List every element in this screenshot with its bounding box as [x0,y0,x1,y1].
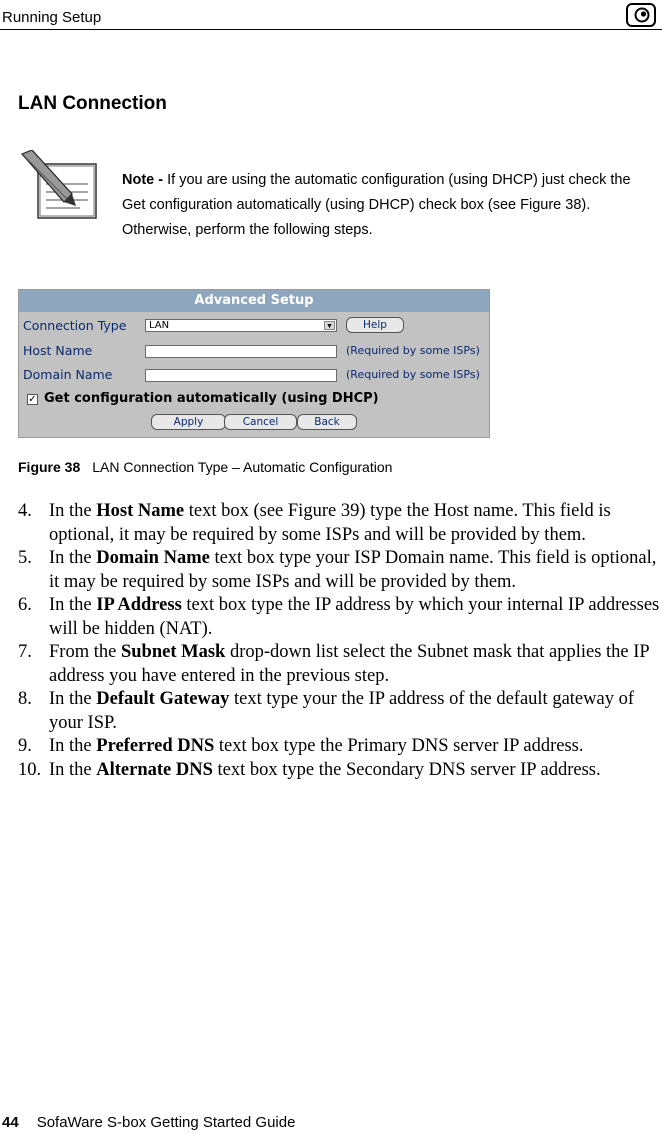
domain-name-input[interactable] [145,369,337,382]
step-number: 10. [18,759,42,780]
list-item [18,688,660,735]
note-label: Note - [122,172,164,188]
step-field-name: Default Gateway [96,689,230,709]
domain-name-required-note: (Required by some ISPs) [346,368,480,381]
advanced-setup-title: Advanced Setup [19,290,489,312]
steps-list [18,500,660,782]
page-number: 44 [2,1114,19,1131]
step-text: In the [49,501,97,521]
host-name-label: Host Name [23,343,93,358]
step-text: In the [49,595,97,615]
dhcp-checkbox[interactable]: ✓ [28,394,37,405]
step-text: In the [49,548,97,568]
step-text: text type your the IP address of the default gateway of your ISP. [49,689,634,733]
list-item [18,547,660,594]
step-field-name: Subnet Mask [120,642,226,662]
step-number: 4. [18,501,32,521]
note-text [122,168,652,243]
figure-caption-label: Figure 38 [18,459,81,475]
step-field-name: Host Name [96,501,185,521]
step-number: 8. [18,689,32,709]
step-number: 7. [18,642,32,662]
help-button[interactable]: Help [346,317,404,333]
step-field-name: Domain Name [96,548,210,568]
back-button[interactable]: Back [297,414,357,430]
step-text: text box (see Figure 39) type the Host name. This field is optional, it may be required by some ISPs and will be provided by them. [49,501,611,545]
host-name-input[interactable] [145,345,337,358]
connection-type-select[interactable] [145,319,337,332]
figure-caption-text: LAN Connection Type – Automatic Configuration [92,459,393,475]
running-header-title: Running Setup [2,9,102,26]
dhcp-checkbox-label: Get configuration automatically (using DHCP) [44,391,379,406]
step-text: In the [49,759,97,780]
header-rule [0,29,662,30]
chevron-down-icon[interactable]: ▼ [324,321,335,330]
advanced-setup-figure [18,289,490,438]
connection-type-label: Connection Type [23,318,127,333]
notepad-pencil-icon [20,150,100,224]
cancel-button[interactable]: Cancel [224,414,297,430]
step-number: 6. [18,595,32,615]
connection-type-value: LAN [149,320,170,331]
step-text: text box type the IP address by which your internal IP addresses will be hidden (NAT). [49,595,660,639]
step-field-name: Alternate DNS [96,759,213,780]
list-item [18,735,660,759]
step-number: 5. [18,548,32,568]
eye-logo-icon [626,3,656,27]
list-item [18,759,660,783]
step-text: text box type the Primary DNS server IP address. [214,736,584,756]
footer-title: SofaWare S-box Getting Started Guide [36,1114,296,1131]
step-text: From the [49,642,121,662]
list-item [18,500,660,547]
note-body: If you are using the automatic configuration (using DHCP) just check the Get configuration automatically (using DHCP) check box (see Figure 38). Otherwise, perform the following steps. [122,172,631,238]
step-text: In the [49,689,97,709]
section-title: LAN Connection [18,93,167,114]
host-name-required-note: (Required by some ISPs) [346,344,480,357]
page-footer [2,1114,295,1131]
step-text: In the [49,736,97,756]
domain-name-label: Domain Name [23,367,113,382]
apply-button[interactable]: Apply [151,414,226,430]
list-item [18,641,660,688]
step-number: 9. [18,736,32,756]
step-text: text box type the Secondary DNS server IP address. [212,759,601,780]
step-text: drop-down list select the Subnet mask that applies the IP address you have entered in the previous step. [49,642,650,686]
step-field-name: IP Address [96,595,182,615]
step-text: text box type your ISP Domain name. This field is optional, it may be required by some ISPs and will be provided by them. [49,548,657,592]
figure-caption [18,459,392,475]
step-field-name: Preferred DNS [96,736,215,756]
list-item [18,594,660,641]
